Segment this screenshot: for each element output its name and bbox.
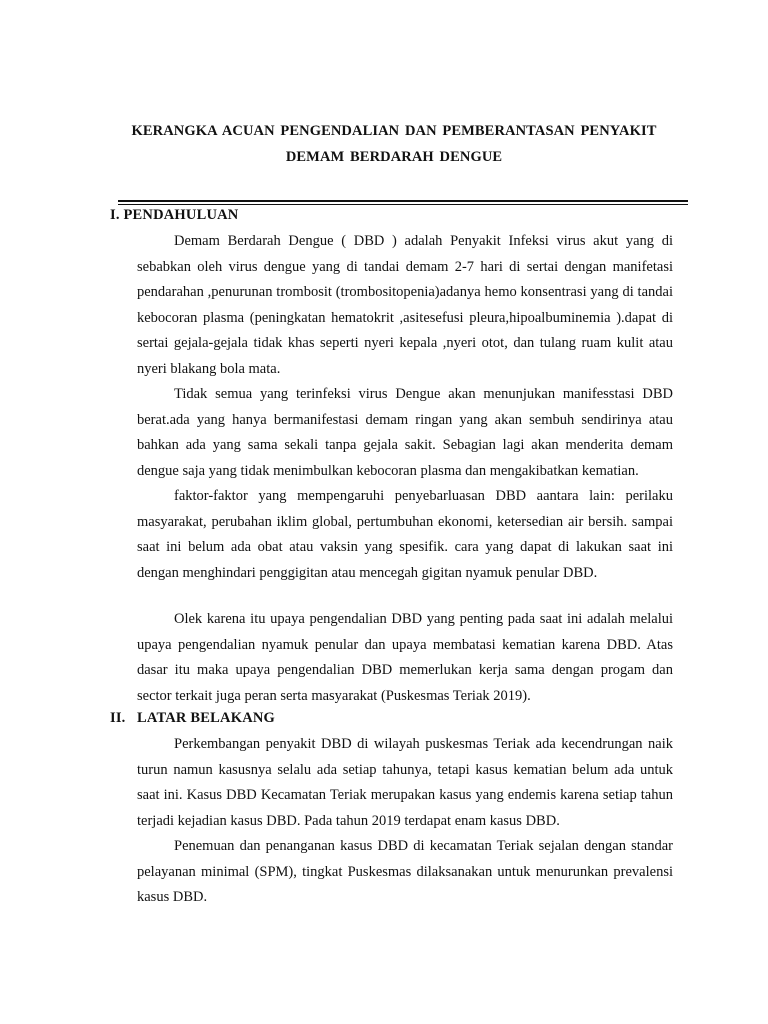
section-number: II. — [110, 710, 126, 726]
section-heading-latar-belakang — [110, 710, 275, 727]
paragraph-infection-severity: Tidak semua yang terinfeksi virus Dengue akan menunjukan manifesstasi DBD berat.ada yang hanya bermanifestasi demam ringan yang akan sembuh sendirinya atau bahkan ada yang sama sekali tanpa gejala sakit. Sebagian lagi akan menderita demam dengue saja yang tidak menimbulkan kebocoran plasma dan mengakibatkan kematian. — [137, 386, 673, 479]
document-title-line-1: KERANGKA ACUAN PENGENDALIAN DAN PEMBERANTASAN PENYAKIT — [131, 123, 657, 139]
paragraph-case-handling: Penemuan dan penanganan kasus DBD di kecamatan Teriak sejalan dengan standar pelayanan minimal (SPM), tingkat Puskesmas dilaksanakan untuk menurunkan prevalensi kasus DBD. — [137, 838, 673, 905]
section-title: LATAR BELAKANG — [137, 710, 276, 726]
title-divider-thick — [118, 200, 688, 202]
document-title-line-2: DEMAM BERDARAH DENGUE — [285, 149, 503, 165]
title-divider-thin — [118, 204, 688, 205]
paragraph-case-trends: Perkembangan penyakit DBD di wilayah puskesmas Teriak ada kecendrungan naik turun namun kasusnya selalu ada setiap tahunya, tetapi kasus kematian belum ada untuk saat ini. Kasus DBD Kecamatan Teriak merupakan kasus yang endemis karena setiap tahun terjadi kejadian kasus DBD. Pada tahun 2019 terdapat enam kasus DBD. — [137, 736, 673, 829]
paragraph-spread-factors: faktor-faktor yang mempengaruhi penyebarluasan DBD aantara lain: perilaku masyarakat, perubahan iklim global, pertumbuhan ekonomi, ketersedian air bersih. sampai saat ini belum ada obat atau vaksin yang spesifik. cara yang dapat di lakukan saat ini dengan menghindari penggigitan atau mencegah gigitan nyamuk penular DBD. — [137, 488, 673, 581]
section-heading-pendahuluan: I. PENDAHULUAN — [110, 207, 239, 223]
paragraph-control-efforts: Olek karena itu upaya pengendalian DBD yang penting pada saat ini adalah melalui upaya pengendalian nyamuk penular dan upaya membatasi kematian karena DBD. Atas dasar itu maka upaya pengendalian DBD memerlukan kerja sama dengan progam dan sector terkait juga peran serta masyarakat (Puskesmas Teriak 2019). — [137, 611, 673, 704]
paragraph-dbd-definition: Demam Berdarah Dengue ( DBD ) adalah Penyakit Infeksi virus akut yang di sebabkan oleh virus dengue yang di tandai demam 2-7 hari di sertai dengan manifetasi pendarahan ,penurunan trombosit (trombositopenia)adanya hemo konsentrasi yang di tandai kebocoran plasma (peningkatan hematokrit ,asitesefusi pleura,hipoalbuminemia ).dapat di sertai gejala-gejala tidak khas seperti nyeri kepala ,nyeri otot, dan tulang ruam kulit atau nyeri blakang bola mata. — [137, 233, 673, 377]
